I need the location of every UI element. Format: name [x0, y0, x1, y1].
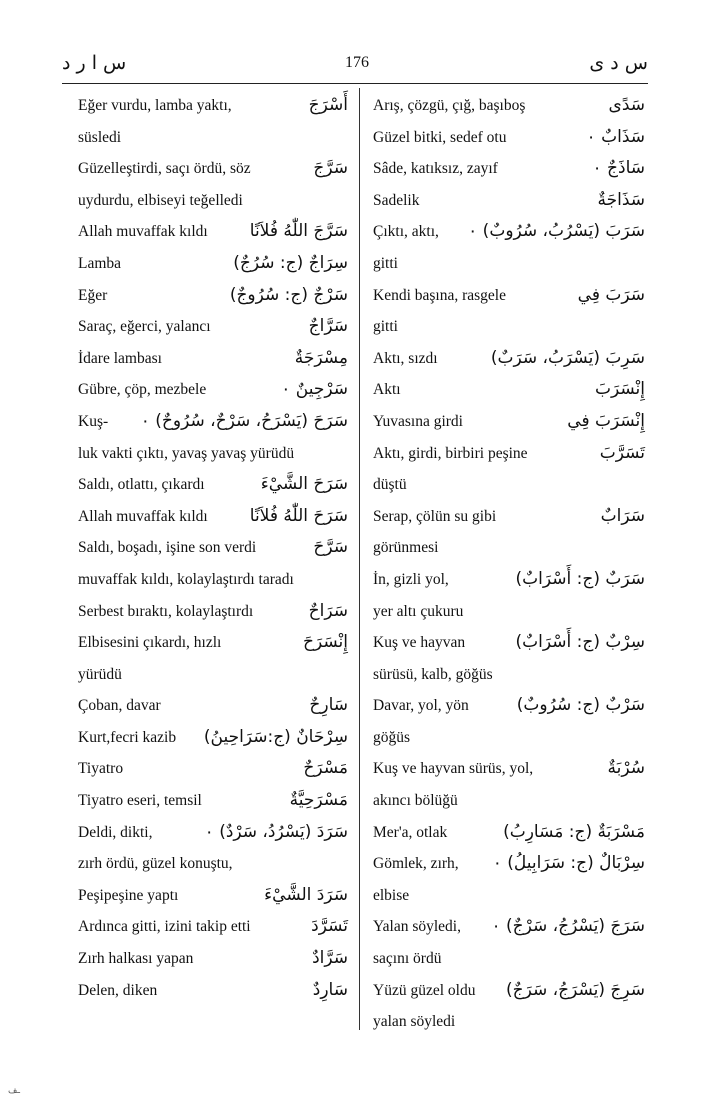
dictionary-line: [78, 438, 348, 470]
turkish-definition: saçını ördü: [373, 950, 442, 968]
dictionary-line: [78, 501, 348, 533]
dictionary-line: [373, 469, 645, 501]
dictionary-line: [78, 880, 348, 912]
arabic-headword: مَسْرَحِيَّةٌ: [289, 790, 348, 811]
turkish-definition: süsledi: [78, 128, 122, 146]
arabic-headword: سَارِدٌ: [312, 979, 348, 1000]
dictionary-line: [78, 90, 348, 122]
dictionary-line: [78, 848, 348, 880]
arabic-headword: سَرِجَ (يَسْرَجُ، سَرَجٌ): [505, 979, 645, 1000]
dictionary-line: [373, 438, 645, 470]
dictionary-line: [373, 975, 645, 1007]
dictionary-line: [373, 753, 645, 785]
turkish-definition: Sadelik: [373, 191, 420, 209]
turkish-definition: muvaffak kıldı, kolaylaştırdı taradı: [78, 570, 294, 588]
turkish-definition: Arış, çözgü, çığ, başıboş: [373, 97, 526, 114]
dictionary-line: [78, 185, 348, 217]
turkish-definition: Allah muvaffak kıldı: [78, 223, 208, 241]
turkish-definition: Güzel bitki, sedef otu: [373, 128, 507, 146]
arabic-headword: سَرَحَ اللّٰهُ فُلاَنًا: [249, 505, 348, 526]
header-left-keyword: س ا ر د: [62, 52, 127, 74]
dictionary-line: [373, 1006, 645, 1038]
turkish-definition: Allah muvaffak kıldı: [78, 507, 208, 525]
turkish-definition: Gömlek, zırh,: [373, 855, 459, 873]
dictionary-line: [78, 311, 348, 343]
turkish-definition: Kurt,fecri kazib: [78, 728, 177, 746]
arabic-headword: تَسَرَّبَ: [599, 442, 645, 463]
dictionary-line: [373, 690, 645, 722]
dictionary-line: [373, 911, 645, 943]
dictionary-line: [78, 532, 348, 564]
dictionary-line: [78, 343, 348, 375]
turkish-definition: Güzelleştirdi, saçı ördü, söz: [78, 160, 251, 178]
arabic-headword: إِنْسَرَبَ فِي: [567, 410, 645, 431]
right-column: [373, 90, 645, 1038]
turkish-definition: Kuş ve hayvan sürüs, yol,: [373, 760, 534, 778]
dictionary-line: [78, 248, 348, 280]
dictionary-line: [373, 153, 645, 185]
turkish-definition: Saraç, eğerci, yalancı: [78, 318, 211, 336]
arabic-headword: سَاذَجٌ ٠: [592, 158, 645, 179]
arabic-headword: سَرَّجَ اللّٰهُ فُلاَنًا: [249, 221, 348, 242]
turkish-definition: Aktı: [373, 381, 401, 399]
dictionary-line: [78, 596, 348, 628]
turkish-definition: Eğer vurdu, lamba yaktı,: [78, 97, 232, 114]
left-column: [78, 90, 348, 1006]
turkish-definition: zırh ördü, güzel konuştu,: [78, 855, 233, 873]
turkish-definition: göğüs: [373, 728, 411, 746]
arabic-headword: سَرَدَ الشَّيْءَ: [264, 884, 348, 905]
arabic-headword: سَرَّحَ: [313, 537, 348, 558]
dictionary-line: [373, 216, 645, 248]
dictionary-line: [78, 564, 348, 596]
dictionary-line: [373, 627, 645, 659]
dictionary-line: [78, 122, 348, 154]
arabic-headword: سِرْبَالٌ (ج: سَرَابِيلُ) ٠: [492, 853, 645, 874]
header-rule: [62, 83, 648, 84]
dictionary-line: [78, 627, 348, 659]
turkish-definition: Çoban, davar: [78, 697, 161, 715]
turkish-definition: uydurdu, elbiseyi teğelledi: [78, 191, 243, 209]
turkish-definition: luk vakti çıktı, yavaş yavaş yürüdü: [78, 444, 295, 462]
arabic-headword: سِرْحَانٌ (ج:سَرَاحِينُ): [203, 726, 348, 747]
dictionary-line: [373, 596, 645, 628]
arabic-headword: سَرَّاجٌ: [308, 316, 348, 337]
arabic-headword: سَرَبَ (يَسْرُبُ، سُرُوبٌ) ٠: [468, 221, 645, 242]
turkish-definition: Zırh halkası yapan: [78, 950, 194, 968]
dictionary-line: [78, 690, 348, 722]
arabic-headword: مَسْرَحٌ: [303, 758, 348, 779]
dictionary-line: [373, 248, 645, 280]
turkish-definition: Delen, diken: [78, 981, 158, 999]
arabic-headword: سَرَابٌ: [600, 505, 645, 526]
turkish-definition: Serbest bıraktı, kolaylaştırdı: [78, 602, 254, 620]
dictionary-line: [78, 943, 348, 975]
turkish-definition: Aktı, girdi, birbiri peşine: [373, 444, 528, 462]
arabic-headword: سَرْبٌ (ج: سُرُوبٌ): [516, 695, 645, 716]
dictionary-line: [373, 311, 645, 343]
dictionary-line: [78, 722, 348, 754]
arabic-headword: سَرَجَ (يَسْرُجُ، سَرْجٌ) ٠: [491, 916, 645, 937]
dictionary-line: [373, 659, 645, 691]
turkish-definition: elbise: [373, 886, 410, 904]
dictionary-line: [373, 501, 645, 533]
dictionary-line: [373, 280, 645, 312]
header-right-keyword: س د ی: [589, 52, 648, 74]
dictionary-line: [78, 216, 348, 248]
turkish-definition: yalan söyledi: [373, 1013, 456, 1031]
dictionary-line: [78, 280, 348, 312]
dictionary-line: [373, 722, 645, 754]
dictionary-line: [78, 374, 348, 406]
arabic-headword: سَرَاحٌ: [308, 600, 348, 621]
dictionary-line: [78, 153, 348, 185]
dictionary-line: [78, 785, 348, 817]
turkish-definition: Aktı, sızdı: [373, 349, 438, 367]
dictionary-line: [78, 753, 348, 785]
dictionary-line: [373, 185, 645, 217]
dictionary-line: [373, 943, 645, 975]
turkish-definition: Ardınca gitti, izini takip etti: [78, 918, 251, 936]
arabic-headword: سَرَحَ الشَّيْءَ: [260, 474, 348, 495]
arabic-headword: إِنْسَرَحَ: [303, 632, 348, 653]
turkish-definition: Çıktı, aktı,: [373, 223, 439, 241]
page-header: [62, 50, 648, 82]
arabic-headword: سِرْبٌ (ج: أَسْرَابٌ): [515, 632, 645, 653]
dictionary-line: [78, 406, 348, 438]
turkish-definition: sürüsü, kalb, göğüs: [373, 665, 493, 683]
page-number: 176: [345, 54, 369, 71]
turkish-definition: Serap, çölün su gibi: [373, 507, 497, 525]
dictionary-line: [373, 343, 645, 375]
turkish-definition: akıncı bölüğü: [373, 792, 458, 810]
dictionary-line: [78, 911, 348, 943]
dictionary-line: [373, 90, 645, 122]
turkish-definition: Kuş-: [78, 412, 109, 430]
dictionary-line: [373, 817, 645, 849]
arabic-headword: سَذَابٌ ٠: [586, 126, 645, 147]
turkish-definition: Gübre, çöp, mezbele: [78, 381, 207, 399]
turkish-definition: Davar, yol, yön: [373, 697, 469, 715]
turkish-definition: Yalan söyledi,: [373, 918, 461, 936]
turkish-definition: yer altı çukuru: [373, 602, 464, 620]
turkish-definition: Sâde, katıksız, zayıf: [373, 160, 498, 178]
arabic-headword: سَرَّجَ: [313, 158, 348, 179]
turkish-definition: İn, gizli yol,: [373, 570, 449, 588]
turkish-definition: Lamba: [78, 254, 122, 272]
column-divider: [359, 88, 360, 1030]
dictionary-line: [373, 532, 645, 564]
turkish-definition: görünmesi: [373, 539, 439, 557]
turkish-definition: Tiyatro: [78, 760, 124, 778]
arabic-headword: مِسْرَجَةٌ: [294, 347, 348, 368]
dictionary-line: [78, 659, 348, 691]
dictionary-line: [373, 848, 645, 880]
turkish-definition: Eğer: [78, 286, 108, 304]
arabic-headword: سُرْبَةٌ: [607, 758, 645, 779]
turkish-definition: Tiyatro eseri, temsil: [78, 792, 202, 810]
arabic-headword: سِرَاجٌ (ج: سُرُجٌ): [233, 252, 348, 273]
turkish-definition: düştü: [373, 476, 407, 494]
arabic-headword: إِنْسَرَبَ: [594, 379, 645, 400]
dictionary-line: [78, 469, 348, 501]
dictionary-line: [373, 785, 645, 817]
turkish-definition: Yuvasına girdi: [373, 412, 463, 430]
arabic-headword: سَرِبَ (يَسْرَبُ، سَرَبٌ): [490, 347, 645, 368]
dictionary-line: [78, 975, 348, 1007]
dictionary-line: [373, 122, 645, 154]
turkish-definition: Saldı, boşadı, işine son verdi: [78, 539, 257, 557]
arabic-headword: أَسْرَجَ: [308, 95, 348, 115]
arabic-headword: سَرْجِينٌ ٠: [281, 379, 348, 400]
arabic-headword: سَارِحٌ: [309, 695, 348, 716]
arabic-headword: سَرَدَ (يَسْرُدُ، سَرْدٌ) ٠: [204, 821, 348, 842]
turkish-definition: Mer'a, otlak: [373, 823, 448, 841]
arabic-headword: سَرَّادٌ: [312, 948, 348, 969]
turkish-definition: Elbisesini çıkardı, hızlı: [78, 634, 222, 652]
arabic-headword: سَذَاجَةٌ: [597, 189, 645, 210]
dictionary-line: [78, 817, 348, 849]
arabic-headword: سَدًى: [608, 95, 645, 115]
dictionary-line: [373, 564, 645, 596]
turkish-definition: İdare lambası: [78, 349, 162, 367]
arabic-headword: سَرْجٌ (ج: سُرُوجٌ): [229, 284, 348, 305]
turkish-definition: Yüzü güzel oldu: [373, 981, 476, 999]
arabic-headword: تَسَرَّدَ: [311, 916, 348, 937]
turkish-definition: Kendi başına, rasgele: [373, 286, 506, 304]
turkish-definition: yürüdü: [78, 665, 122, 683]
dictionary-line: [373, 374, 645, 406]
turkish-definition: Kuş ve hayvan: [373, 634, 466, 652]
arabic-headword: سَرَبٌ (ج: أَسْرَابٌ): [515, 568, 645, 589]
arabic-headword: سَرَبَ فِي: [577, 284, 645, 305]
turkish-definition: Saldı, otlattı, çıkardı: [78, 476, 205, 494]
dictionary-line: [373, 406, 645, 438]
arabic-headword: سَرَحَ (يَسْرَحُ، سَرْحٌ، سُرُوحٌ) ٠: [140, 410, 348, 431]
turkish-definition: Deldi, dikti,: [78, 823, 153, 841]
turkish-definition: gitti: [373, 318, 398, 336]
footer-mark: ـف: [8, 1086, 20, 1096]
turkish-definition: gitti: [373, 254, 398, 272]
turkish-definition: Peşipeşine yaptı: [78, 886, 179, 904]
arabic-headword: مَسْرَبَةٌ (ج: مَسَارِبُ): [503, 821, 645, 842]
dictionary-line: [373, 880, 645, 912]
